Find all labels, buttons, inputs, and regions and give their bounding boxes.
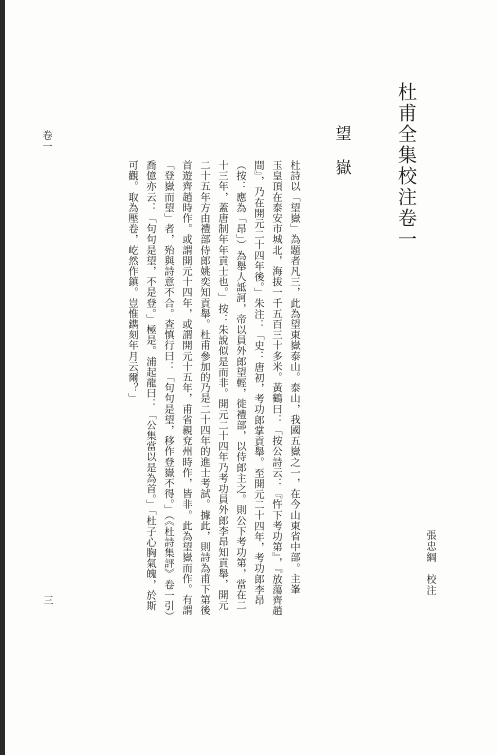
commentary-body — [118, 160, 299, 622]
commentary-line: 間』，乃在開元二十四年後。」朱注：「史：唐初，考功郎掌貢舉。至開元二十四年，考功郎李昂 — [252, 160, 263, 606]
commentary-line: 十三年，蓋唐制年年貢士也。」按：朱說似是而非。開元二十四年乃考功員外郎李昂知貢舉，開元 — [216, 160, 227, 611]
commentary-line: 杜詩以「望嶽」為題者凡三，此為望東嶽泰山。泰山，我國五嶽之一，在今山東省中部。主峯 — [288, 160, 299, 595]
commentary-line: 「登嶽而望」者，殆與詩意不合。查慎行曰：「句句是望，移作登嶽不得。」（《杜詩集評》卷一引） — [162, 160, 173, 622]
editor-credit: 張忠綱 校注 — [424, 530, 435, 596]
commentary-line: 喬億亦云：「句句是望，不是登。」極是。浦起龍曰：「公集當以是為首。」「杜子心胸氣魄，於斯 — [144, 160, 155, 612]
page-number: 三 — [41, 595, 52, 605]
commentary-line: 二十五年方由禮部侍郎姚奕知貢舉。杜甫參加的乃是二十四年的進士考試。據此，則詩為甫下第後 — [198, 160, 209, 616]
poem-title: 望嶽 — [333, 125, 352, 193]
book-title: 杜甫全集校注卷一 — [395, 82, 417, 250]
commentary-line: （按：應為「昂」）為舉人詆訶，帝以員外郎望輕，徙禮部，以侍郎主之。則公下考功第，當在二 — [234, 160, 245, 611]
juan-label: 卷一 — [40, 130, 51, 152]
commentary-line: 可觀。取為壓卷，屹然作鎮。豈惟鐫刻年月云爾？」 — [126, 160, 137, 404]
commentary-line: 首遊齊趙時作。或謂開元十四年，或謂開元十五年，甫省親兗州時作，皆非。此為望嶽而作。有謂 — [180, 160, 191, 616]
commentary-line: 玉皇頂在泰安市城北，海拔一千五百三十多米。黃鶴曰：「按公詩云：『忤下考功第』，『放蕩齊趙 — [270, 160, 281, 617]
page-spine-edge — [0, 0, 5, 755]
